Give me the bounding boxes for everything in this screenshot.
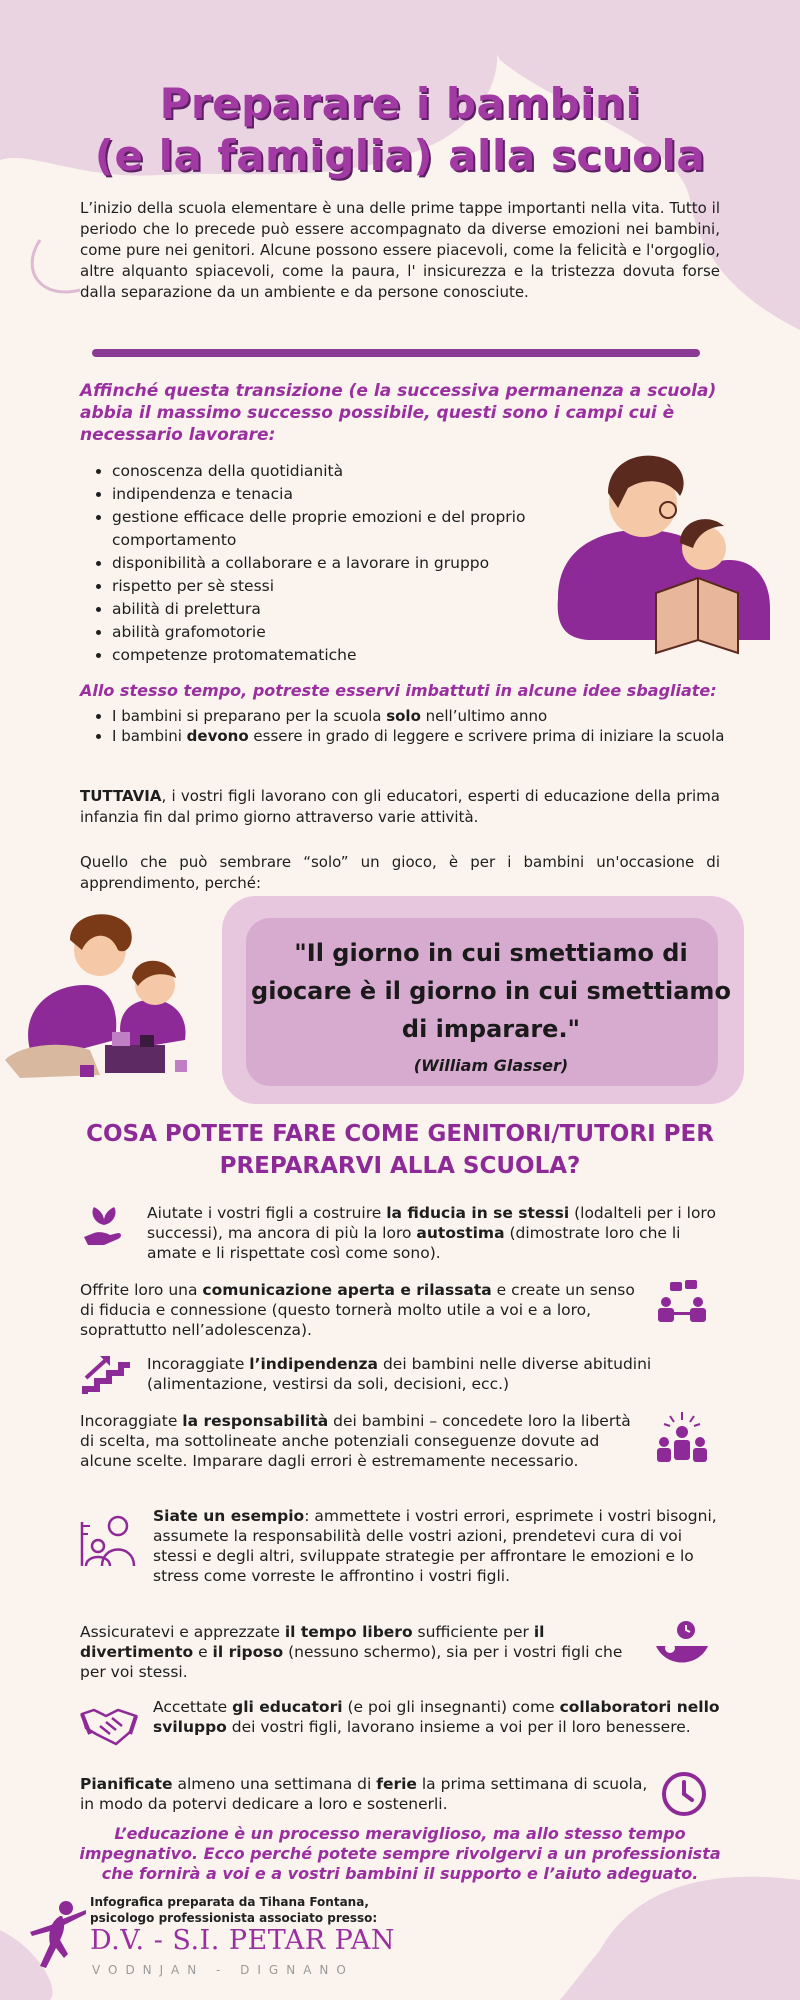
field-item: • disponibilità a collaborare e a lavorare in gruppo bbox=[112, 552, 622, 575]
misconception-item: • I bambini si preparano per la scuola solo nell’ultimo anno bbox=[112, 706, 762, 726]
section-title: COSA POTETE FARE COME GENITORI/TUTORI PER PREPARARVI ALLA SCUOLA? bbox=[86, 1121, 714, 1179]
field-item: • indipendenza e tenacia bbox=[112, 483, 622, 506]
hand-with-plant-icon bbox=[80, 1203, 128, 1251]
however-paragraph bbox=[80, 786, 720, 828]
quote-text: "Il giorno in cui smettiamo di giocare è il giorno in cui smettiamo di imparare." bbox=[251, 939, 731, 1043]
organization-city: VODNJAN - DIGNANO bbox=[92, 1963, 354, 1977]
divider bbox=[92, 349, 700, 357]
credit-line-2: psicologo professionista associato presso: bbox=[90, 1911, 378, 1925]
credit bbox=[90, 1894, 377, 1926]
misconception-item: • I bambini devono essere in grado di leggere e scrivere prima di iniziare la scuola bbox=[112, 726, 762, 746]
organization-name: D.V. - S.I. PETAR PAN bbox=[90, 1925, 395, 1956]
conversation-icon bbox=[652, 1278, 712, 1328]
parent-child-icon bbox=[80, 1512, 138, 1568]
kids-playing-illustration bbox=[0, 900, 220, 1085]
play-intro: Quello che può sembrare “solo” un gioco, è per i bambini un'occasione di apprendimento, perché: bbox=[80, 853, 720, 892]
however-bold: TUTTAVIA bbox=[80, 787, 162, 805]
tip-holidays: Pianificate almeno una settimana di ferie la prima settimana di scuola, in modo da potervi dedicare a loro e sostenerli. bbox=[80, 1775, 648, 1813]
tip-responsibility: Incoraggiate la responsabilità dei bambini – concedete loro la libertà di scelta, ma sottolineate anche potenziali conseguenze dovute ad alcune scelte. Imparare dagli errori è estremamente necessario. bbox=[80, 1412, 631, 1470]
tip-communication: Offrite loro una comunicazione aperta e rilassata e create un senso di fiducia e connessione (questo tornerà molto utile a voi e a loro, soprattutto nell’adolescenza). bbox=[80, 1281, 635, 1339]
field-item: • abilità grafomotorie bbox=[112, 621, 622, 644]
quote-author: (William Glasser) bbox=[413, 1056, 569, 1075]
parent-reading-illustration bbox=[548, 448, 778, 668]
field-item: • conoscenza della quotidianità bbox=[112, 460, 622, 483]
leader-group-icon bbox=[652, 1410, 712, 1466]
misconceptions-heading: Allo stesso tempo, potreste esservi imbattuti in alcune idee sbagliate: bbox=[80, 681, 717, 700]
field-item: • rispetto per sè stessi bbox=[112, 575, 622, 598]
closing-statement: L’educazione è un processo meraviglioso, ma allo stesso tempo impegnativo. Ecco perché potete sempre rivolgervi a un professionista che fornirà a voi e a vostri bambini il supporto e l’aiuto adeguato. bbox=[79, 1824, 721, 1883]
misconceptions-list bbox=[82, 706, 762, 746]
petar-pan-logo-icon bbox=[20, 1896, 92, 1976]
credit-line-1: Infografica preparata da Tihana Fontana, bbox=[90, 1895, 369, 1909]
rest-hammock-icon bbox=[652, 1618, 712, 1670]
fields-list bbox=[82, 460, 622, 667]
field-item: • gestione efficace delle proprie emozioni e del proprio comportamento bbox=[112, 506, 622, 552]
stairs-up-icon bbox=[80, 1352, 132, 1396]
fields-heading: Affinché questa transizione (e la successiva permanenza a scuola) abbia il massimo successo possibile, questi sono i campi cui è necessario lavorare: bbox=[80, 381, 717, 445]
field-item: • abilità di prelettura bbox=[112, 598, 622, 621]
handshake-icon bbox=[80, 1700, 138, 1748]
tip-free-time: Assicuratevi e apprezzate il tempo libero sufficiente per il divertimento e il riposo (nessuno schermo), sia per i vostri figli che per voi stessi. bbox=[80, 1623, 623, 1681]
intro-paragraph: L’inizio della scuola elementare è una delle prime tappe importanti nella vita. Tutto il periodo che lo precede può essere accompagnato da diverse emozioni nei bambini, come pure nei genitori. Alcune possono essere piacevoli, come la felicità e l'orgoglio, altre alquanto spiacevoli, come la paura, l' insicurezza e la tristezza dovuta forse dalla separazione da un ambiente e da persone conosciute. bbox=[80, 199, 720, 301]
field-item: • competenze protomatematiche bbox=[112, 644, 622, 667]
page-title bbox=[0, 78, 800, 182]
tip-be-an-example: Siate un esempio: ammettete i vostri errori, esprimete i vostri bisogni, assumete la responsabilità delle vostri azioni, prendetevi cura di voi stessi e degli altri, sviluppate strategie per affrontare le emozioni e lo stress come vorreste le affrontino i vostri figli. bbox=[153, 1507, 717, 1585]
tip-educators: Accettate gli educatori (e poi gli insegnanti) come collaboratori nello sviluppo dei vostri figli, lavorano insieme a voi per il loro benessere. bbox=[153, 1698, 720, 1736]
tip-self-esteem: Aiutate i vostri figli a costruire la fiducia in se stessi (lodalteli per i loro successi), ma ancora di più la loro autostima (dimostrate loro che li amate e li rispettate così come sono). bbox=[147, 1204, 716, 1262]
tip-independence: Incoraggiate l’indipendenza dei bambini nelle diverse abitudini (alimentazione, vestirsi da soli, decisioni, ecc.) bbox=[147, 1355, 652, 1393]
title-line-2: (e la famiglia) alla scuola bbox=[94, 131, 706, 180]
title-line-1: Preparare i bambini bbox=[159, 79, 641, 128]
clock-icon bbox=[660, 1770, 708, 1818]
however-text: , i vostri figli lavorano con gli educatori, esperti di educazione della prima infanzia fin dal primo giorno attraverso varie attività. bbox=[80, 787, 720, 826]
